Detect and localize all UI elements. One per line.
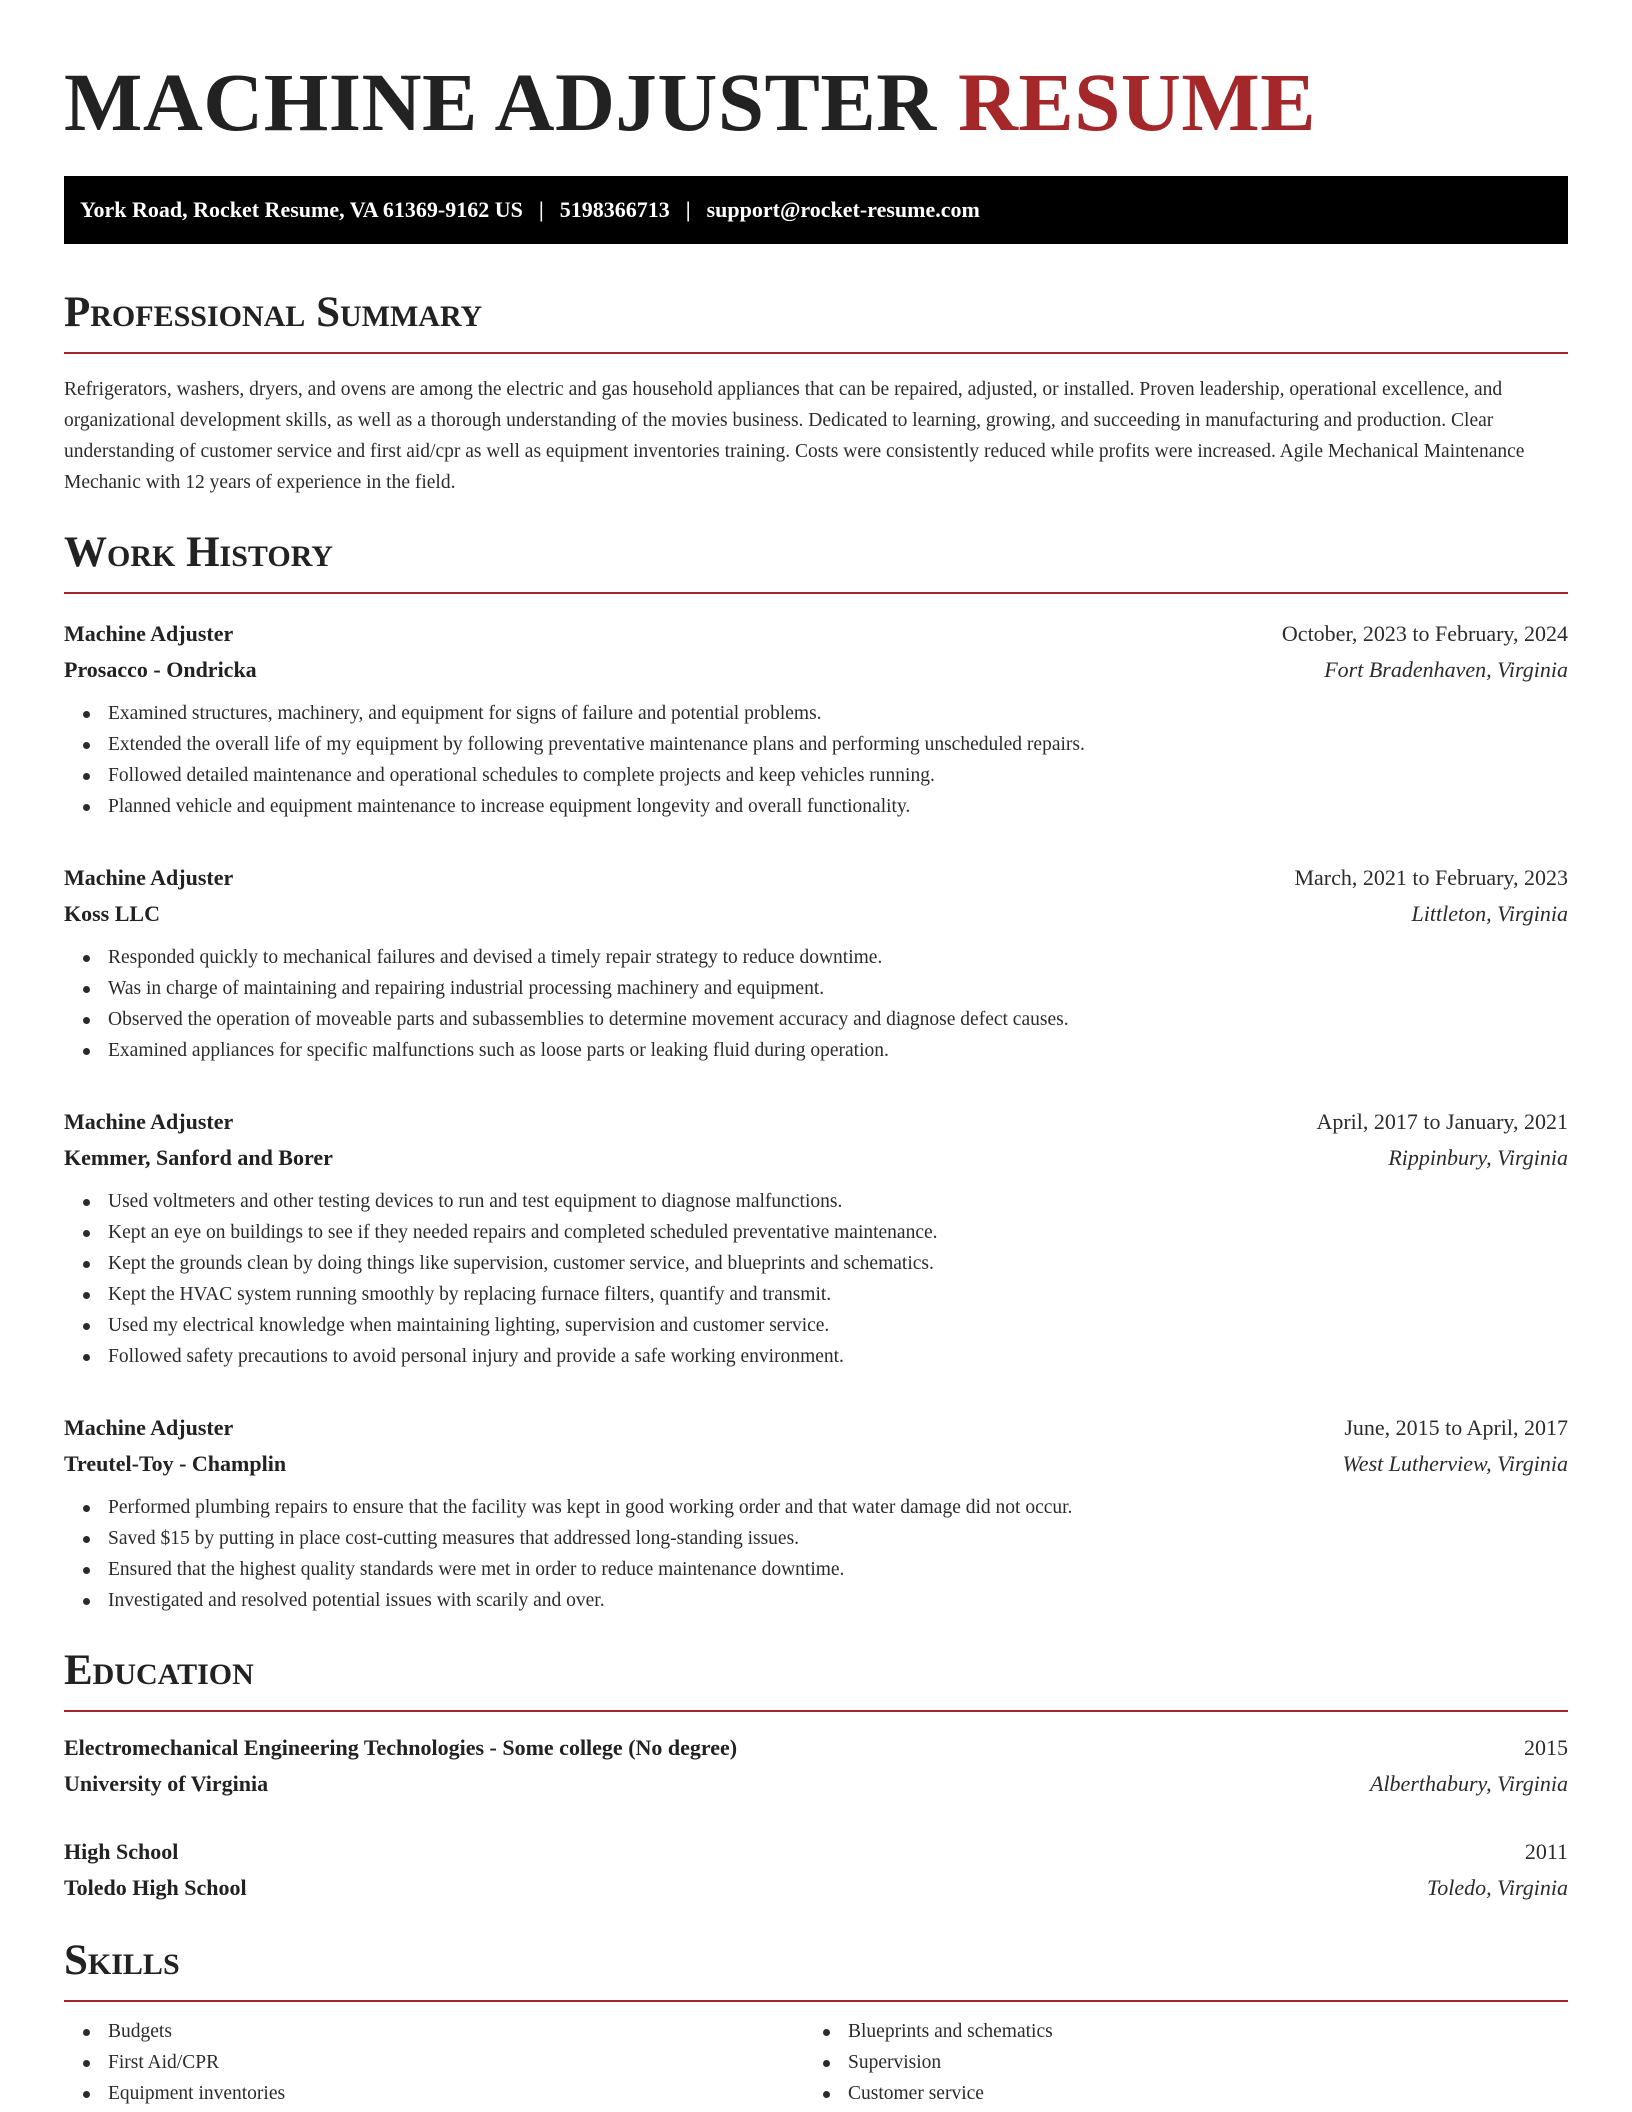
job-location: Littleton, Virginia bbox=[1411, 901, 1568, 926]
job-bullet: Saved $15 by putting in place cost-cutting measures that addressed long-standing issues. bbox=[64, 1523, 1568, 1554]
job-bullet: Followed safety precautions to avoid personal injury and provide a safe working environment. bbox=[64, 1341, 1568, 1372]
job-header-row bbox=[64, 860, 1568, 896]
job-dates: March, 2021 to February, 2023 bbox=[1294, 865, 1568, 890]
education-degree: Electromechanical Engineering Technologies - Some college (No degree) bbox=[64, 1735, 738, 1760]
skills-list-left bbox=[64, 2016, 804, 2109]
education-degree: High School bbox=[64, 1839, 179, 1864]
education-school: Toledo High School bbox=[64, 1875, 247, 1900]
job-title: Machine Adjuster bbox=[64, 621, 234, 646]
skills-columns bbox=[64, 2016, 1568, 2109]
job-dates: April, 2017 to January, 2021 bbox=[1316, 1109, 1568, 1134]
contact-bar bbox=[64, 176, 1568, 244]
contact-email[interactable]: support@rocket-resume.com bbox=[706, 197, 980, 222]
job-title: Machine Adjuster bbox=[64, 1109, 234, 1134]
job-entry bbox=[64, 1104, 1568, 1372]
job-bullet: Ensured that the highest quality standards were met in order to reduce maintenance downtime. bbox=[64, 1554, 1568, 1585]
summary-section bbox=[64, 288, 1568, 498]
summary-heading: Professional Summary bbox=[64, 288, 1568, 354]
job-company: Koss LLC bbox=[64, 901, 160, 926]
job-header-row bbox=[64, 1104, 1568, 1140]
skills-section bbox=[64, 1936, 1568, 2109]
education-school: University of Virginia bbox=[64, 1771, 269, 1796]
skill-item: Customer service bbox=[804, 2078, 1544, 2109]
skill-item: Equipment inventories bbox=[64, 2078, 804, 2109]
job-entry bbox=[64, 1410, 1568, 1616]
job-bullet: Planned vehicle and equipment maintenance to increase equipment longevity and overall functionality. bbox=[64, 791, 1568, 822]
job-bullet: Performed plumbing repairs to ensure that the facility was kept in good working order and that water damage did not occur. bbox=[64, 1492, 1568, 1523]
job-bullets bbox=[64, 1492, 1568, 1616]
education-heading: Education bbox=[64, 1646, 1568, 1712]
skill-item: First Aid/CPR bbox=[64, 2047, 804, 2078]
job-company: Treutel-Toy - Champlin bbox=[64, 1451, 287, 1476]
job-bullet: Used voltmeters and other testing devices to run and test equipment to diagnose malfunctions. bbox=[64, 1186, 1568, 1217]
education-entry bbox=[64, 1834, 1568, 1906]
skill-item: Budgets bbox=[64, 2016, 804, 2047]
job-bullet: Used my electrical knowledge when maintaining lighting, supervision and customer service. bbox=[64, 1310, 1568, 1341]
title-accent: RESUME bbox=[957, 56, 1317, 148]
job-bullet: Responded quickly to mechanical failures and devised a timely repair strategy to reduce downtime. bbox=[64, 942, 1568, 973]
education-school-row bbox=[64, 1870, 1568, 1906]
job-bullets bbox=[64, 1186, 1568, 1372]
job-company-row bbox=[64, 1446, 1568, 1482]
job-bullet: Kept the HVAC system running smoothly by replacing furnace filters, quantify and transmit. bbox=[64, 1279, 1568, 1310]
job-dates: October, 2023 to February, 2024 bbox=[1281, 621, 1568, 646]
job-location: Rippinbury, Virginia bbox=[1388, 1145, 1568, 1170]
job-location: West Lutherview, Virginia bbox=[1342, 1451, 1568, 1476]
education-entry bbox=[64, 1730, 1568, 1802]
summary-text: Refrigerators, washers, dryers, and ovens are among the electric and gas household appliances that can be repaired, adjusted, or installed. Proven leadership, operational excellence, and organizational development skills, as well as a thorough understanding of the movies business. Dedicated to learning, growing, and succeeding in manufacturing and production. Clear understanding of customer service and first aid/cpr as well as equipment inventories training. Costs were consistently reduced while profits were increased. Agile Mechanical Maintenance Mechanic with 12 years of experience in the field. bbox=[64, 379, 1525, 493]
education-year: 2011 bbox=[1524, 1839, 1568, 1864]
job-company-row bbox=[64, 1140, 1568, 1176]
education-school-row bbox=[64, 1766, 1568, 1802]
job-bullets bbox=[64, 942, 1568, 1066]
job-company: Kemmer, Sanford and Borer bbox=[64, 1145, 333, 1170]
job-header-row bbox=[64, 1410, 1568, 1446]
skill-item: Blueprints and schematics bbox=[804, 2016, 1544, 2047]
job-bullet: Was in charge of maintaining and repairing industrial processing machinery and equipment. bbox=[64, 973, 1568, 1004]
job-company: Prosacco - Ondricka bbox=[64, 657, 257, 682]
job-header-row bbox=[64, 616, 1568, 652]
job-title: Machine Adjuster bbox=[64, 1415, 234, 1440]
job-bullet: Kept the grounds clean by doing things like supervision, customer service, and blueprints and schematics. bbox=[64, 1248, 1568, 1279]
work-history-heading: Work History bbox=[64, 528, 1568, 594]
skills-list-right bbox=[804, 2016, 1544, 2109]
job-bullet: Investigated and resolved potential issues with scarily and over. bbox=[64, 1585, 1568, 1616]
education-degree-row bbox=[64, 1834, 1568, 1870]
education-degree-row bbox=[64, 1730, 1568, 1766]
job-entry bbox=[64, 616, 1568, 822]
job-title: Machine Adjuster bbox=[64, 865, 234, 890]
title-main: MACHINE ADJUSTER bbox=[64, 56, 937, 148]
job-bullet: Followed detailed maintenance and operational schedules to complete projects and keep vehicles running. bbox=[64, 760, 1568, 791]
resume-title bbox=[64, 56, 1568, 148]
education-location: Toledo, Virginia bbox=[1427, 1875, 1568, 1900]
job-dates: June, 2015 to April, 2017 bbox=[1344, 1415, 1568, 1440]
job-entry bbox=[64, 860, 1568, 1066]
job-bullet: Examined structures, machinery, and equipment for signs of failure and potential problems. bbox=[64, 698, 1568, 729]
contact-separator: | bbox=[538, 197, 544, 222]
job-company-row bbox=[64, 896, 1568, 932]
job-company-row bbox=[64, 652, 1568, 688]
skills-heading: Skills bbox=[64, 1936, 1568, 2002]
education-section bbox=[64, 1646, 1568, 1906]
contact-phone[interactable]: 5198366713 bbox=[559, 197, 670, 222]
job-bullet: Kept an eye on buildings to see if they needed repairs and completed scheduled preventative maintenance. bbox=[64, 1217, 1568, 1248]
job-bullet: Examined appliances for specific malfunctions such as loose parts or leaking fluid during operation. bbox=[64, 1035, 1568, 1066]
job-bullet: Extended the overall life of my equipment by following preventative maintenance plans and performing unscheduled repairs. bbox=[64, 729, 1568, 760]
job-bullets bbox=[64, 698, 1568, 822]
job-bullet: Observed the operation of moveable parts and subassemblies to determine movement accuracy and diagnose defect causes. bbox=[64, 1004, 1568, 1035]
skill-item: Supervision bbox=[804, 2047, 1544, 2078]
contact-address: York Road, Rocket Resume, VA 61369-9162 US bbox=[80, 197, 523, 222]
education-location: Alberthabury, Virginia bbox=[1370, 1771, 1568, 1796]
contact-separator: | bbox=[685, 197, 691, 222]
work-history-section bbox=[64, 528, 1568, 1616]
education-year: 2015 bbox=[1524, 1735, 1568, 1760]
job-location: Fort Bradenhaven, Virginia bbox=[1324, 657, 1568, 682]
